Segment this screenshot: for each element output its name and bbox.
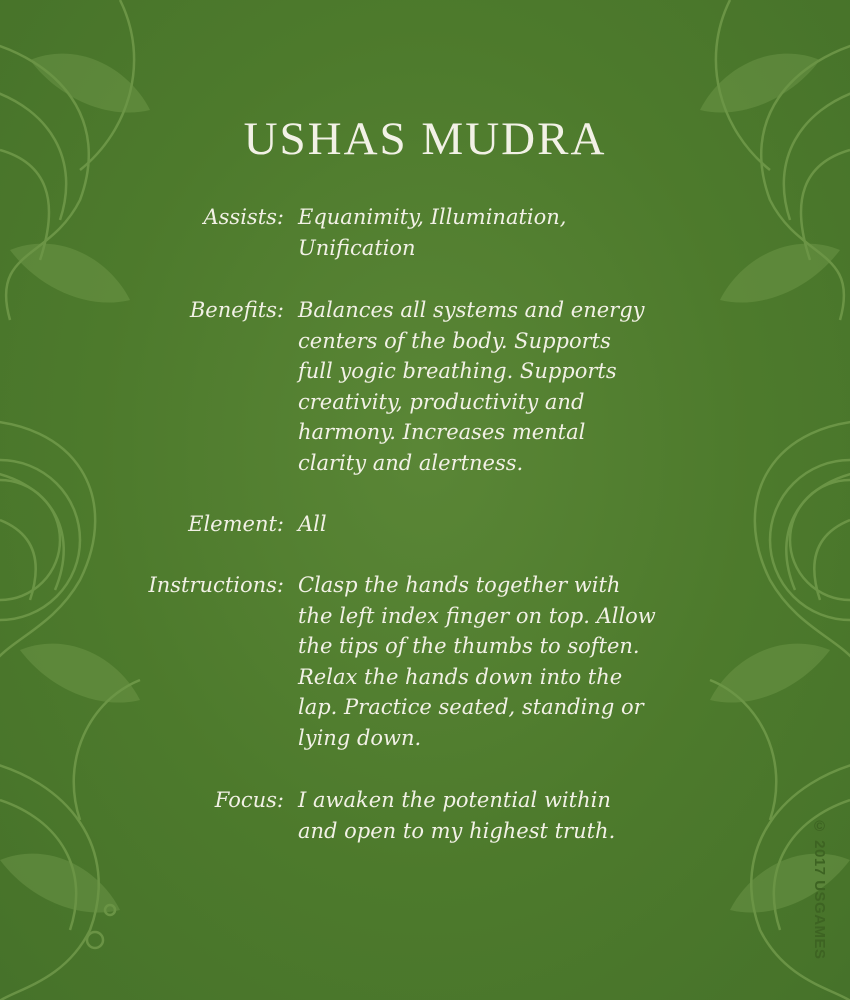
entry-value-line: Equanimity, Illumination, xyxy=(298,205,567,229)
entry-value xyxy=(298,509,718,540)
entry-value-line: full yogic breathing. Supports xyxy=(298,359,617,383)
entry-label: Focus: xyxy=(214,788,284,812)
entry-value-line: Balances all systems and energy xyxy=(298,298,645,322)
entry-value-line: the tips of the thumbs to soften. xyxy=(298,634,640,658)
entry-value-line: harmony. Increases mental xyxy=(298,420,586,444)
entry-label: Instructions: xyxy=(148,573,284,597)
entry-value-line: I awaken the potential within xyxy=(298,788,611,812)
entry-value-line: Unification xyxy=(298,235,416,260)
entry-value-line: lying down. xyxy=(298,725,422,750)
entry-value-line: and open to my highest truth. xyxy=(298,818,616,843)
entry-value-line: Relax the hands down into the xyxy=(298,664,623,689)
entry-value-line: All xyxy=(298,512,327,536)
entry-value-line: creativity, productivity and xyxy=(298,389,585,414)
entry-value-line: lap. Practice seated, standing or xyxy=(298,695,644,719)
entry-value-line: Clasp the hands together with xyxy=(298,573,621,597)
entry-value xyxy=(298,295,718,478)
entry-label: Benefits: xyxy=(189,298,284,322)
entry-value-line: the left index finger on top. Allow xyxy=(298,603,656,628)
entry-label: Assists: xyxy=(203,205,284,229)
copyright-notice: © 2017 USGAMES xyxy=(811,818,828,960)
entry-label: Element: xyxy=(188,512,284,536)
card-title: USHAS MUDRA xyxy=(243,113,607,165)
entry-value xyxy=(298,785,718,846)
entry-value xyxy=(298,202,718,263)
entry-value xyxy=(298,570,718,753)
entry-value-line: centers of the body. Supports xyxy=(298,328,611,353)
entry-value-line: clarity and alertness. xyxy=(298,450,524,475)
